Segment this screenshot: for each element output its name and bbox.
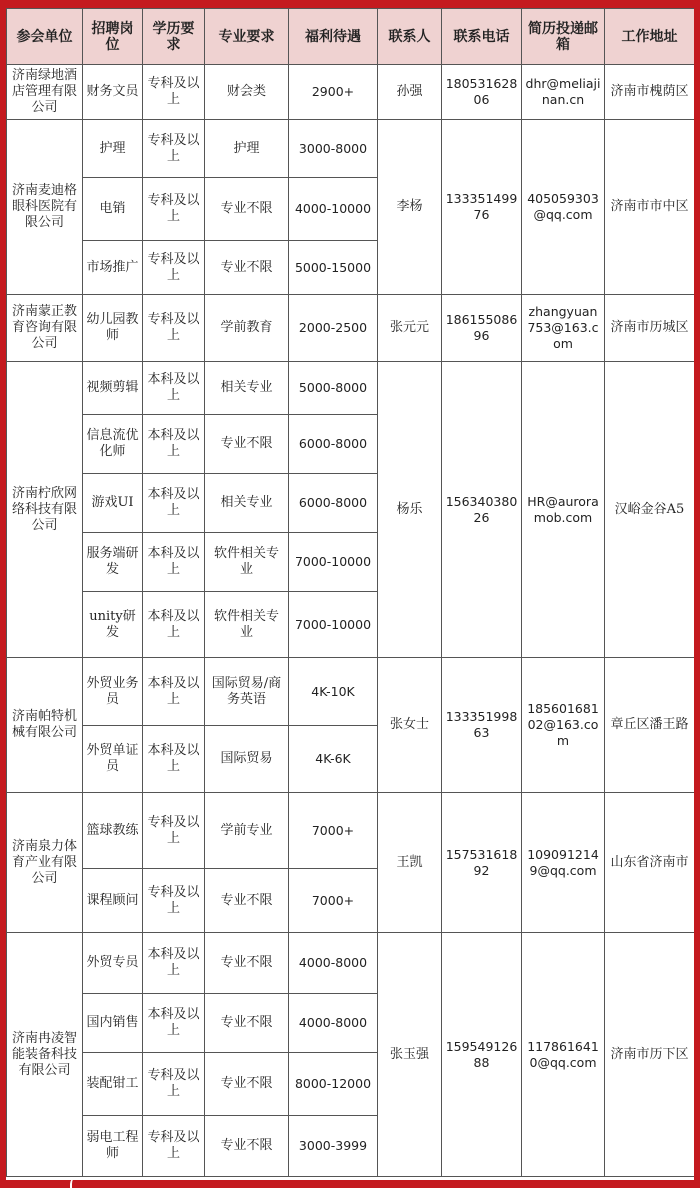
company-name: 济南冉凌智能装备科技有限公司 bbox=[7, 933, 83, 1177]
resume-email: dhr@meliajinan.cn bbox=[522, 65, 605, 120]
education-requirement: 专科及以上 bbox=[143, 869, 205, 933]
header-email: 简历投递邮箱 bbox=[522, 9, 605, 65]
recruitment-sheet bbox=[6, 8, 694, 1180]
company-name: 济南绿地酒店管理有限公司 bbox=[7, 65, 83, 120]
major-requirement: 专业不限 bbox=[205, 241, 289, 295]
job-position: 篮球教练 bbox=[83, 793, 143, 869]
salary: 7000+ bbox=[289, 793, 378, 869]
education-requirement: 专科及以上 bbox=[143, 241, 205, 295]
header-salary: 福利待遇 bbox=[289, 9, 378, 65]
table-header-row bbox=[7, 9, 695, 65]
major-requirement: 国际贸易 bbox=[205, 726, 289, 793]
table-row bbox=[7, 362, 695, 415]
job-position: 课程顾问 bbox=[83, 869, 143, 933]
salary: 2000-2500 bbox=[289, 295, 378, 362]
table-row bbox=[7, 120, 695, 178]
education-requirement: 本科及以上 bbox=[143, 933, 205, 994]
salary: 5000-8000 bbox=[289, 362, 378, 415]
header-contact: 联系人 bbox=[378, 9, 442, 65]
salary: 4000-8000 bbox=[289, 933, 378, 994]
major-requirement: 学前教育 bbox=[205, 295, 289, 362]
table-row bbox=[7, 295, 695, 362]
contact-phone: 13335199863 bbox=[442, 658, 522, 793]
company-name: 济南柠欣网络科技有限公司 bbox=[7, 362, 83, 658]
table-body bbox=[7, 65, 695, 1177]
major-requirement: 专业不限 bbox=[205, 933, 289, 994]
education-requirement: 专科及以上 bbox=[143, 295, 205, 362]
work-address: 济南市槐荫区 bbox=[605, 65, 695, 120]
job-position: 服务端研发 bbox=[83, 533, 143, 592]
contact-phone: 18615508696 bbox=[442, 295, 522, 362]
salary: 4000-10000 bbox=[289, 178, 378, 241]
work-address: 山东省济南市 bbox=[605, 793, 695, 933]
job-position: 外贸业务员 bbox=[83, 658, 143, 726]
corner-decoration bbox=[70, 1178, 78, 1188]
table-row bbox=[7, 658, 695, 726]
contact-phone: 15954912688 bbox=[442, 933, 522, 1177]
job-position: 护理 bbox=[83, 120, 143, 178]
major-requirement: 软件相关专业 bbox=[205, 533, 289, 592]
major-requirement: 专业不限 bbox=[205, 415, 289, 474]
job-position: 信息流优化师 bbox=[83, 415, 143, 474]
job-position: 视频剪辑 bbox=[83, 362, 143, 415]
major-requirement: 相关专业 bbox=[205, 362, 289, 415]
education-requirement: 专科及以上 bbox=[143, 178, 205, 241]
salary: 7000+ bbox=[289, 869, 378, 933]
header-education: 学历要求 bbox=[143, 9, 205, 65]
contact-person: 杨乐 bbox=[378, 362, 442, 658]
salary: 6000-8000 bbox=[289, 415, 378, 474]
company-name: 济南麦迪格眼科医院有限公司 bbox=[7, 120, 83, 295]
contact-person: 王凯 bbox=[378, 793, 442, 933]
major-requirement: 学前专业 bbox=[205, 793, 289, 869]
company-name: 济南帕特机械有限公司 bbox=[7, 658, 83, 793]
education-requirement: 专科及以上 bbox=[143, 1116, 205, 1177]
contact-phone: 15753161892 bbox=[442, 793, 522, 933]
salary: 4K-10K bbox=[289, 658, 378, 726]
contact-person: 李杨 bbox=[378, 120, 442, 295]
header-position: 招聘岗位 bbox=[83, 9, 143, 65]
job-position: 弱电工程师 bbox=[83, 1116, 143, 1177]
salary: 2900+ bbox=[289, 65, 378, 120]
job-position: 幼儿园教师 bbox=[83, 295, 143, 362]
resume-email: 18560168102@163.com bbox=[522, 658, 605, 793]
resume-email: HR@auroramob.com bbox=[522, 362, 605, 658]
company-name: 济南蒙正教育咨询有限公司 bbox=[7, 295, 83, 362]
major-requirement: 软件相关专业 bbox=[205, 592, 289, 658]
contact-person: 张玉强 bbox=[378, 933, 442, 1177]
education-requirement: 专科及以上 bbox=[143, 1053, 205, 1116]
work-address: 汉峪金谷A5 bbox=[605, 362, 695, 658]
education-requirement: 专科及以上 bbox=[143, 793, 205, 869]
contact-person: 张女士 bbox=[378, 658, 442, 793]
job-position: 市场推广 bbox=[83, 241, 143, 295]
major-requirement: 专业不限 bbox=[205, 994, 289, 1053]
header-company: 参会单位 bbox=[7, 9, 83, 65]
salary: 3000-8000 bbox=[289, 120, 378, 178]
job-position: 外贸专员 bbox=[83, 933, 143, 994]
education-requirement: 专科及以上 bbox=[143, 65, 205, 120]
salary: 8000-12000 bbox=[289, 1053, 378, 1116]
table-row bbox=[7, 65, 695, 120]
major-requirement: 专业不限 bbox=[205, 1116, 289, 1177]
resume-email: 1090912149@qq.com bbox=[522, 793, 605, 933]
work-address: 济南市历城区 bbox=[605, 295, 695, 362]
header-address: 工作地址 bbox=[605, 9, 695, 65]
contact-phone: 13335149976 bbox=[442, 120, 522, 295]
education-requirement: 本科及以上 bbox=[143, 658, 205, 726]
education-requirement: 本科及以上 bbox=[143, 474, 205, 533]
job-position: 游戏UI bbox=[83, 474, 143, 533]
major-requirement: 财会类 bbox=[205, 65, 289, 120]
job-position: unity研发 bbox=[83, 592, 143, 658]
job-table bbox=[6, 8, 694, 1177]
resume-email: zhangyuan753@163.com bbox=[522, 295, 605, 362]
contact-person: 张元元 bbox=[378, 295, 442, 362]
education-requirement: 本科及以上 bbox=[143, 592, 205, 658]
salary: 6000-8000 bbox=[289, 474, 378, 533]
work-address: 济南市历下区 bbox=[605, 933, 695, 1177]
major-requirement: 专业不限 bbox=[205, 178, 289, 241]
education-requirement: 本科及以上 bbox=[143, 726, 205, 793]
major-requirement: 专业不限 bbox=[205, 1053, 289, 1116]
job-position: 电销 bbox=[83, 178, 143, 241]
education-requirement: 本科及以上 bbox=[143, 994, 205, 1053]
education-requirement: 专科及以上 bbox=[143, 120, 205, 178]
major-requirement: 专业不限 bbox=[205, 869, 289, 933]
salary: 4000-8000 bbox=[289, 994, 378, 1053]
education-requirement: 本科及以上 bbox=[143, 415, 205, 474]
contact-phone: 18053162806 bbox=[442, 65, 522, 120]
contact-person: 孙强 bbox=[378, 65, 442, 120]
salary: 5000-15000 bbox=[289, 241, 378, 295]
work-address: 章丘区潘王路 bbox=[605, 658, 695, 793]
salary: 7000-10000 bbox=[289, 533, 378, 592]
header-phone: 联系电话 bbox=[442, 9, 522, 65]
salary: 3000-3999 bbox=[289, 1116, 378, 1177]
major-requirement: 相关专业 bbox=[205, 474, 289, 533]
contact-phone: 15634038026 bbox=[442, 362, 522, 658]
job-position: 财务文员 bbox=[83, 65, 143, 120]
job-position: 国内销售 bbox=[83, 994, 143, 1053]
resume-email: 1178616410@qq.com bbox=[522, 933, 605, 1177]
resume-email: 405059303@qq.com bbox=[522, 120, 605, 295]
education-requirement: 本科及以上 bbox=[143, 362, 205, 415]
job-position: 装配钳工 bbox=[83, 1053, 143, 1116]
salary: 4K-6K bbox=[289, 726, 378, 793]
work-address: 济南市市中区 bbox=[605, 120, 695, 295]
company-name: 济南泉力体育产业有限公司 bbox=[7, 793, 83, 933]
education-requirement: 本科及以上 bbox=[143, 533, 205, 592]
major-requirement: 国际贸易/商务英语 bbox=[205, 658, 289, 726]
job-position: 外贸单证员 bbox=[83, 726, 143, 793]
table-row bbox=[7, 793, 695, 869]
header-major: 专业要求 bbox=[205, 9, 289, 65]
salary: 7000-10000 bbox=[289, 592, 378, 658]
table-row bbox=[7, 933, 695, 994]
major-requirement: 护理 bbox=[205, 120, 289, 178]
